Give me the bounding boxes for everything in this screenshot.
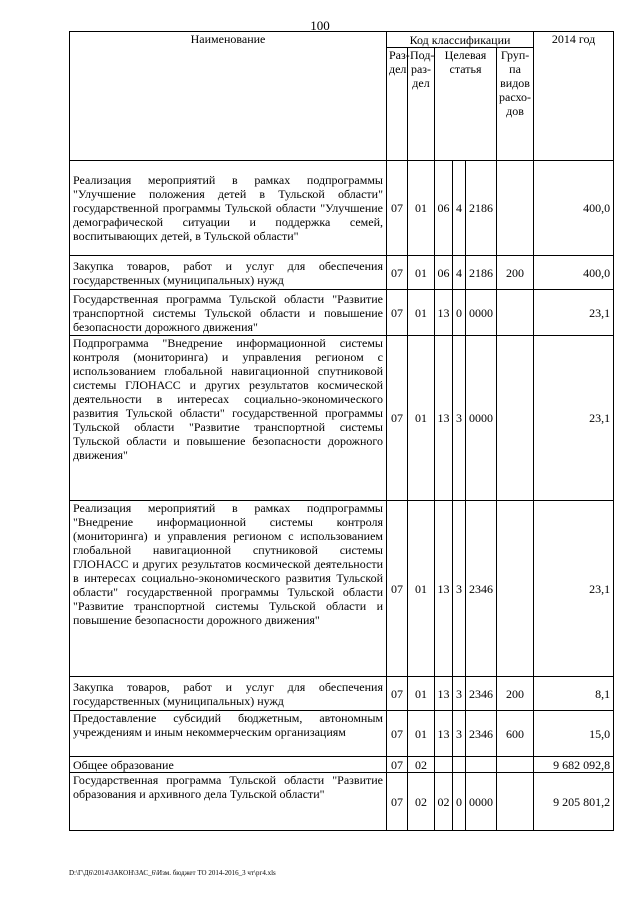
- row-rz: 07: [387, 290, 408, 336]
- row-sum: 15,0: [534, 711, 614, 757]
- row-sum: 400,0: [534, 161, 614, 256]
- table-row: [70, 773, 614, 831]
- row-cs3: 0000: [466, 336, 497, 501]
- table-row: [70, 711, 614, 757]
- row-cs3: 0000: [466, 773, 497, 831]
- row-vr: 200: [497, 677, 534, 711]
- row-rz: 07: [387, 711, 408, 757]
- row-vr: [497, 336, 534, 501]
- table-row: [70, 290, 614, 336]
- row-vr: [497, 501, 534, 677]
- row-rz: 07: [387, 757, 408, 773]
- row-cs1: [435, 757, 453, 773]
- row-cs3: 0000: [466, 290, 497, 336]
- row-vr: [497, 757, 534, 773]
- row-cs2: 3: [453, 711, 466, 757]
- table-row: [70, 161, 614, 256]
- row-cs1: 13: [435, 290, 453, 336]
- row-cs3: 2186: [466, 256, 497, 290]
- table-row: [70, 336, 614, 501]
- row-cs1: 13: [435, 711, 453, 757]
- budget-table: [69, 31, 614, 831]
- row-rz: 07: [387, 256, 408, 290]
- row-cs1: 02: [435, 773, 453, 831]
- row-pr: 01: [408, 711, 435, 757]
- row-pr: 02: [408, 773, 435, 831]
- row-vr: [497, 773, 534, 831]
- row-sum: 400,0: [534, 256, 614, 290]
- header-podrazdel: Под-раз-дел: [408, 48, 435, 161]
- header-code: Код классификации: [387, 32, 534, 48]
- row-cs1: 13: [435, 501, 453, 677]
- row-name: Государственная программа Тульской области "Развитие транспортной системы Тульской области и повышение безопасности дорожного движения": [70, 290, 387, 336]
- row-cs3: 2186: [466, 161, 497, 256]
- header-name: Наименование: [70, 32, 387, 161]
- header-gruppa: Груп-па видов расхо-дов: [497, 48, 534, 161]
- row-name: Общее образование: [70, 757, 387, 773]
- row-cs1: 06: [435, 256, 453, 290]
- row-sum: 8,1: [534, 677, 614, 711]
- row-name: Подпрограмма "Внедрение информационной системы контроля (мониторинга) и управления регионом с использованием глобальной навигационной спутниковой системы ГЛОНАСС и других результатов космической деятельности в интересах социально-экономического развития Тульской области" государственной программы Тульской области "Развитие транспортной системы Тульской области и повышение безопасности дорожного движения": [70, 336, 387, 501]
- row-pr: 02: [408, 757, 435, 773]
- row-sum: 9 682 092,8: [534, 757, 614, 773]
- row-pr: 01: [408, 677, 435, 711]
- row-cs1: 13: [435, 336, 453, 501]
- row-rz: 07: [387, 677, 408, 711]
- row-cs3: 2346: [466, 501, 497, 677]
- row-sum: 9 205 801,2: [534, 773, 614, 831]
- row-pr: 01: [408, 161, 435, 256]
- row-vr: [497, 290, 534, 336]
- table-row: [70, 501, 614, 677]
- row-rz: 07: [387, 336, 408, 501]
- row-cs2: 3: [453, 677, 466, 711]
- row-cs1: 13: [435, 677, 453, 711]
- row-sum: 23,1: [534, 336, 614, 501]
- row-cs3: [466, 757, 497, 773]
- row-name: Предоставление субсидий бюджетным, автономным учреждениям и иным некоммерческим организациям: [70, 711, 387, 757]
- table-row: [70, 677, 614, 711]
- row-cs2: [453, 757, 466, 773]
- row-pr: 01: [408, 256, 435, 290]
- row-name: Закупка товаров, работ и услуг для обеспечения государственных (муниципальных) нужд: [70, 677, 387, 711]
- row-name: Закупка товаров, работ и услуг для обеспечения государственных (муниципальных) нужд: [70, 256, 387, 290]
- row-cs2: 4: [453, 256, 466, 290]
- row-cs2: 4: [453, 161, 466, 256]
- row-vr: [497, 161, 534, 256]
- row-name: Реализация мероприятий в рамках подпрограммы "Внедрение информационной системы контроля (мониторинга) и управления регионом с использованием глобальной навигационной спутниковой системы ГЛОНАСС и других результатов космической деятельности в интересах социально-экономического развития Тульской области" государственной программы Тульской области "Развитие транспортной системы Тульской области и повышение безопасности дорожного движения": [70, 501, 387, 677]
- row-cs3: 2346: [466, 711, 497, 757]
- row-sum: 23,1: [534, 501, 614, 677]
- row-pr: 01: [408, 336, 435, 501]
- row-name: Реализация мероприятий в рамках подпрограммы "Улучшение положения детей в Тульской области" государственной программы Тульской области "Улучшение демографической ситуации и поддержка семей, воспитывающих детей, в Тульской области": [70, 161, 387, 256]
- row-vr: 200: [497, 256, 534, 290]
- header-razdel: Раз-дел: [387, 48, 408, 161]
- row-pr: 01: [408, 290, 435, 336]
- row-rz: 07: [387, 773, 408, 831]
- row-sum: 23,1: [534, 290, 614, 336]
- file-path-footer: D:\Г\Д6\2014\ЗАКОН\ЗАС_6\Изм. бюджет ТО 2014-2016_3 чт\рг4.xls: [69, 869, 276, 877]
- row-cs2: 3: [453, 501, 466, 677]
- row-name: Государственная программа Тульской области "Развитие образования и архивного дела Тульской области": [70, 773, 387, 831]
- row-cs1: 06: [435, 161, 453, 256]
- row-pr: 01: [408, 501, 435, 677]
- row-cs3: 2346: [466, 677, 497, 711]
- row-rz: 07: [387, 161, 408, 256]
- table-row: [70, 256, 614, 290]
- row-cs2: 3: [453, 336, 466, 501]
- header-year: 2014 год: [534, 32, 614, 161]
- table-row: [70, 757, 614, 773]
- page-number: 100: [310, 18, 330, 33]
- header-celevaya: Целевая статья: [435, 48, 497, 161]
- row-cs2: 0: [453, 290, 466, 336]
- row-cs2: 0: [453, 773, 466, 831]
- row-vr: 600: [497, 711, 534, 757]
- row-rz: 07: [387, 501, 408, 677]
